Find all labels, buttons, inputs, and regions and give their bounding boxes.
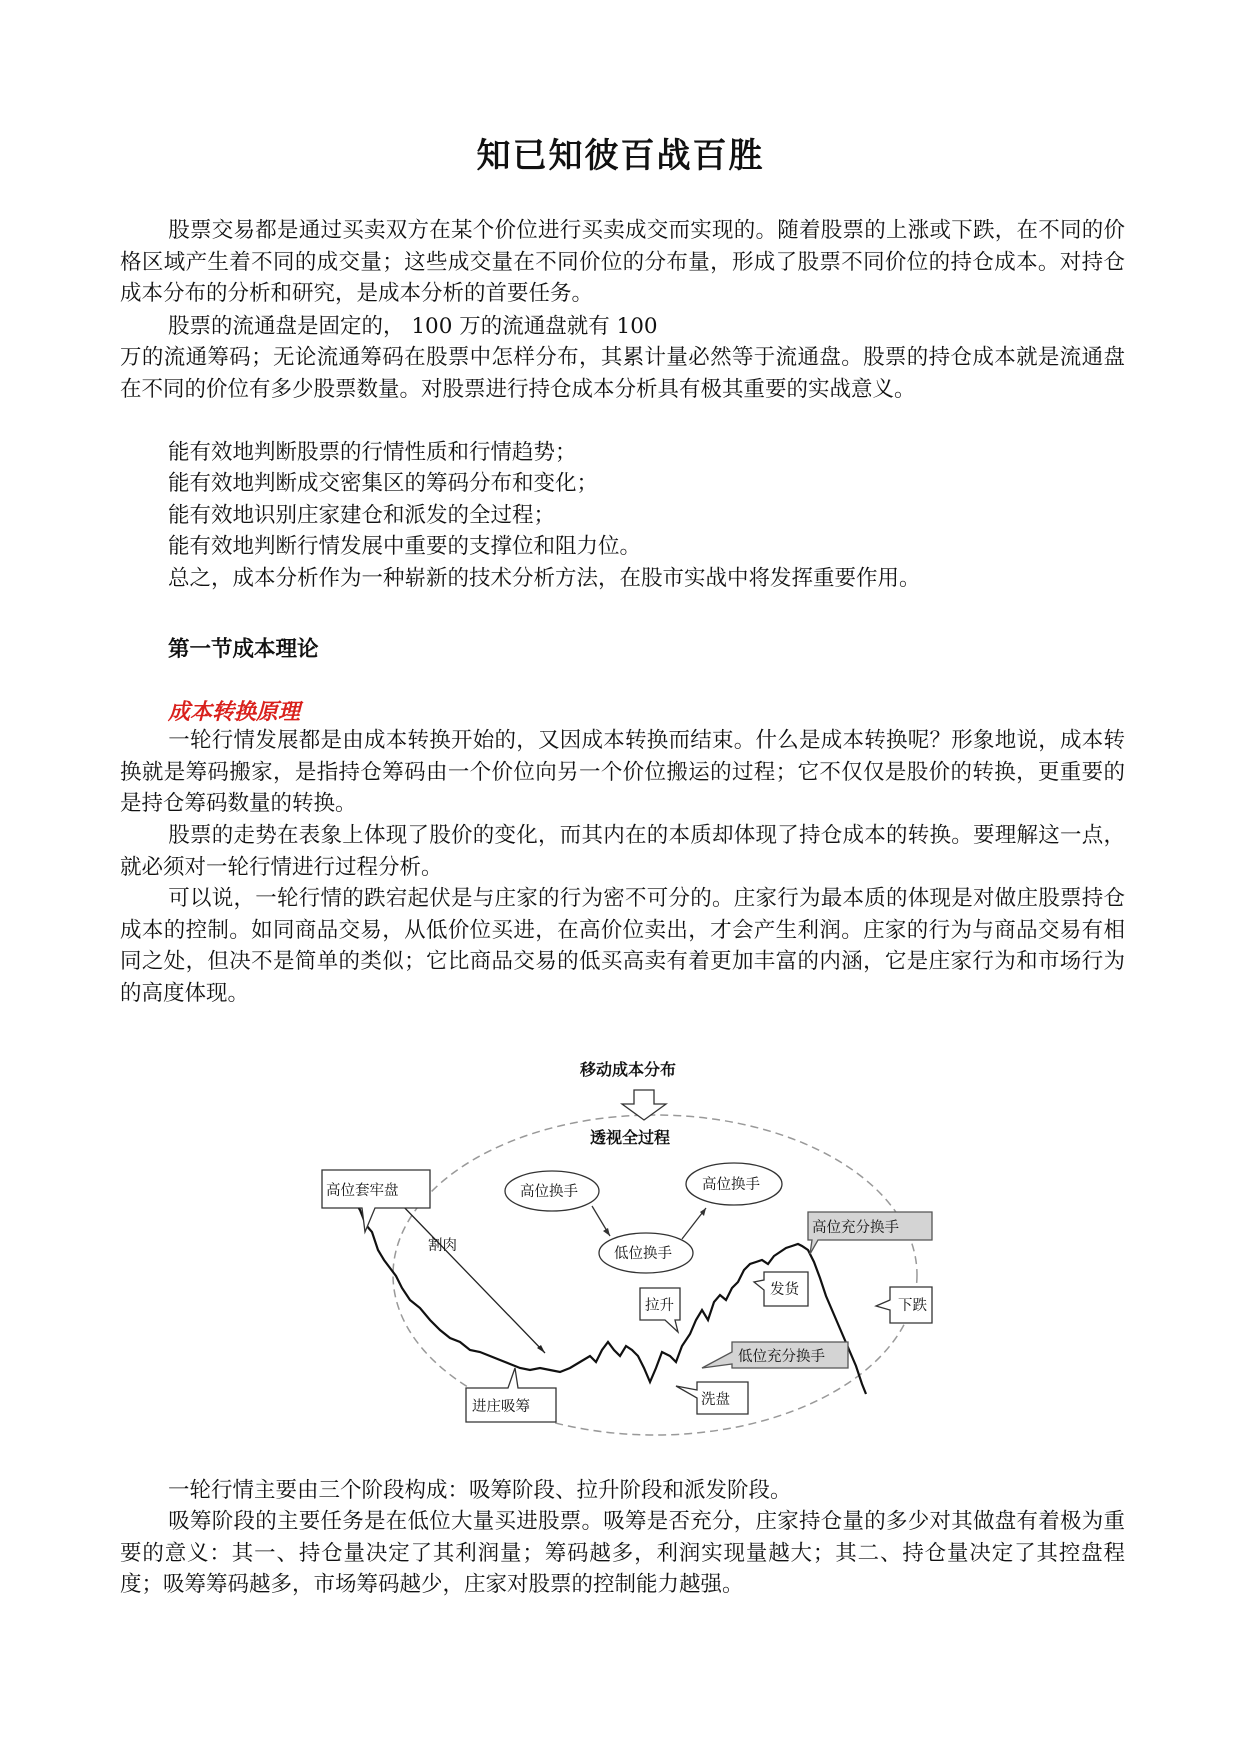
cut-loss-label: 割肉 [428, 1238, 457, 1254]
bubble-high-left-label: 高位换手 [520, 1184, 578, 1200]
section-paragraph-1-text: 一轮行情发展都是由成本转换开始的，又因成本转换而结束。什么是成本转换呢？形象地说，成本转换就是筹码搬家，是指持仓筹码由一个价位向另一个价位搬运的过程；它不仅仅是股价的转换，更重要的是持仓筹码数量的转换。 [120, 728, 1125, 816]
after-paragraph-1: 一轮行情主要由三个阶段构成：吸筹阶段、拉升阶段和派发阶段。 [168, 1478, 792, 1503]
section-paragraph-2 [120, 820, 1125, 883]
cut-loss-arrow [400, 1203, 545, 1353]
cost-distribution-diagram [326, 1050, 960, 1450]
section-paragraph-3-text: 可以说，一轮行情的跌宕起伏是与庄家的行为密不可分的。庄家行为最本质的体现是对做庄股票持仓成本的控制。如同商品交易，从低价位买进，在高价位卖出，才会产生利润。庄家的行为与商品交易有相同之处，但决不是简单的类似；它比商品交易的低买高卖有着更加丰富的内涵，它是庄家行为和市场行为的高度体现。 [120, 886, 1125, 1006]
diagram-top-label: 移动成本分布 [580, 1060, 677, 1079]
subsection-heading: 成本转换原理 [168, 699, 301, 725]
section-paragraph-2-text: 股票的走势在表象上体现了股价的变化，而其内在的本质却体现了持仓成本的转换。要理解这一点，就必须对一轮行情进行过程分析。 [120, 823, 1125, 880]
summary-line: 总之，成本分析作为一种崭新的技术分析方法，在股市实战中将发挥重要作用。 [168, 566, 921, 591]
bubble-high-right-label: 高位换手 [702, 1177, 760, 1193]
list-item: 能有效地判断成交密集区的筹码分布和变化； [168, 471, 599, 496]
callout-accumulate-label: 进庄吸筹 [472, 1399, 530, 1415]
callout-high-trapped [322, 1170, 430, 1232]
callout-high-trapped-label: 高位套牢盘 [326, 1183, 399, 1199]
bubble-low-label: 低位换手 [614, 1246, 672, 1262]
arrowhead-icon [603, 1228, 610, 1236]
callout-ship-label: 发货 [770, 1282, 799, 1298]
callout-high-full-turnover-label: 高位充分换手 [812, 1220, 899, 1236]
list-item: 能有效地判断股票的行情性质和行情趋势； [168, 440, 577, 465]
intro-paragraph-2-rest: 万的流通筹码；无论流通筹码在股票中怎样分布，其累计量必然等于流通盘。股票的持仓成本就是流通盘在不同的价位有多少股票数量。对股票进行持仓成本分析具有极其重要的实战意义。 [120, 345, 1125, 402]
section-paragraph-3 [120, 883, 1125, 1009]
section-heading: 第一节成本理论 [168, 637, 319, 662]
callout-pull-up-label: 拉升 [645, 1298, 674, 1314]
page-title: 知已知彼百战百胜 [476, 136, 765, 176]
callout-fall-label: 下跌 [898, 1298, 927, 1314]
callout-wash-label: 洗盘 [701, 1392, 730, 1408]
intro-paragraph-2-first-line: 股票的流通盘是固定的， 100 万的流通盘就有 100 [168, 314, 658, 339]
process-ellipse [393, 1115, 917, 1435]
intro-paragraph-1 [120, 215, 1125, 310]
list-item: 能有效地判断行情发展中重要的支撑位和阻力位。 [168, 534, 642, 559]
callout-low-full-turnover-label: 低位充分换手 [738, 1349, 825, 1365]
diagram-center-label: 透视全过程 [590, 1128, 671, 1147]
after-paragraph-2-text: 吸筹阶段的主要任务是在低位大量买进股票。吸筹是否充分，庄家持仓量的多少对其做盘有着极为重要的意义：其一、持仓量决定了其利润量；筹码越多，利润实现量越大；其二、持仓量决定了其控盘程度；吸筹筹码越多，市场筹码越少，庄家对股票的控制能力越强。 [120, 1509, 1125, 1597]
section-paragraph-1 [120, 725, 1125, 820]
after-paragraph-2 [120, 1506, 1125, 1601]
intro-paragraph-1-text: 股票交易都是通过买卖双方在某个价位进行买卖成交而实现的。随着股票的上涨或下跌，在不同的价格区域产生着不同的成交量；这些成交量在不同价位的分布量，形成了股票不同价位的持仓成本。对持仓成本分布的分析和研究，是成本分析的首要任务。 [120, 218, 1125, 306]
list-item: 能有效地识别庄家建仓和派发的全过程； [168, 503, 556, 528]
